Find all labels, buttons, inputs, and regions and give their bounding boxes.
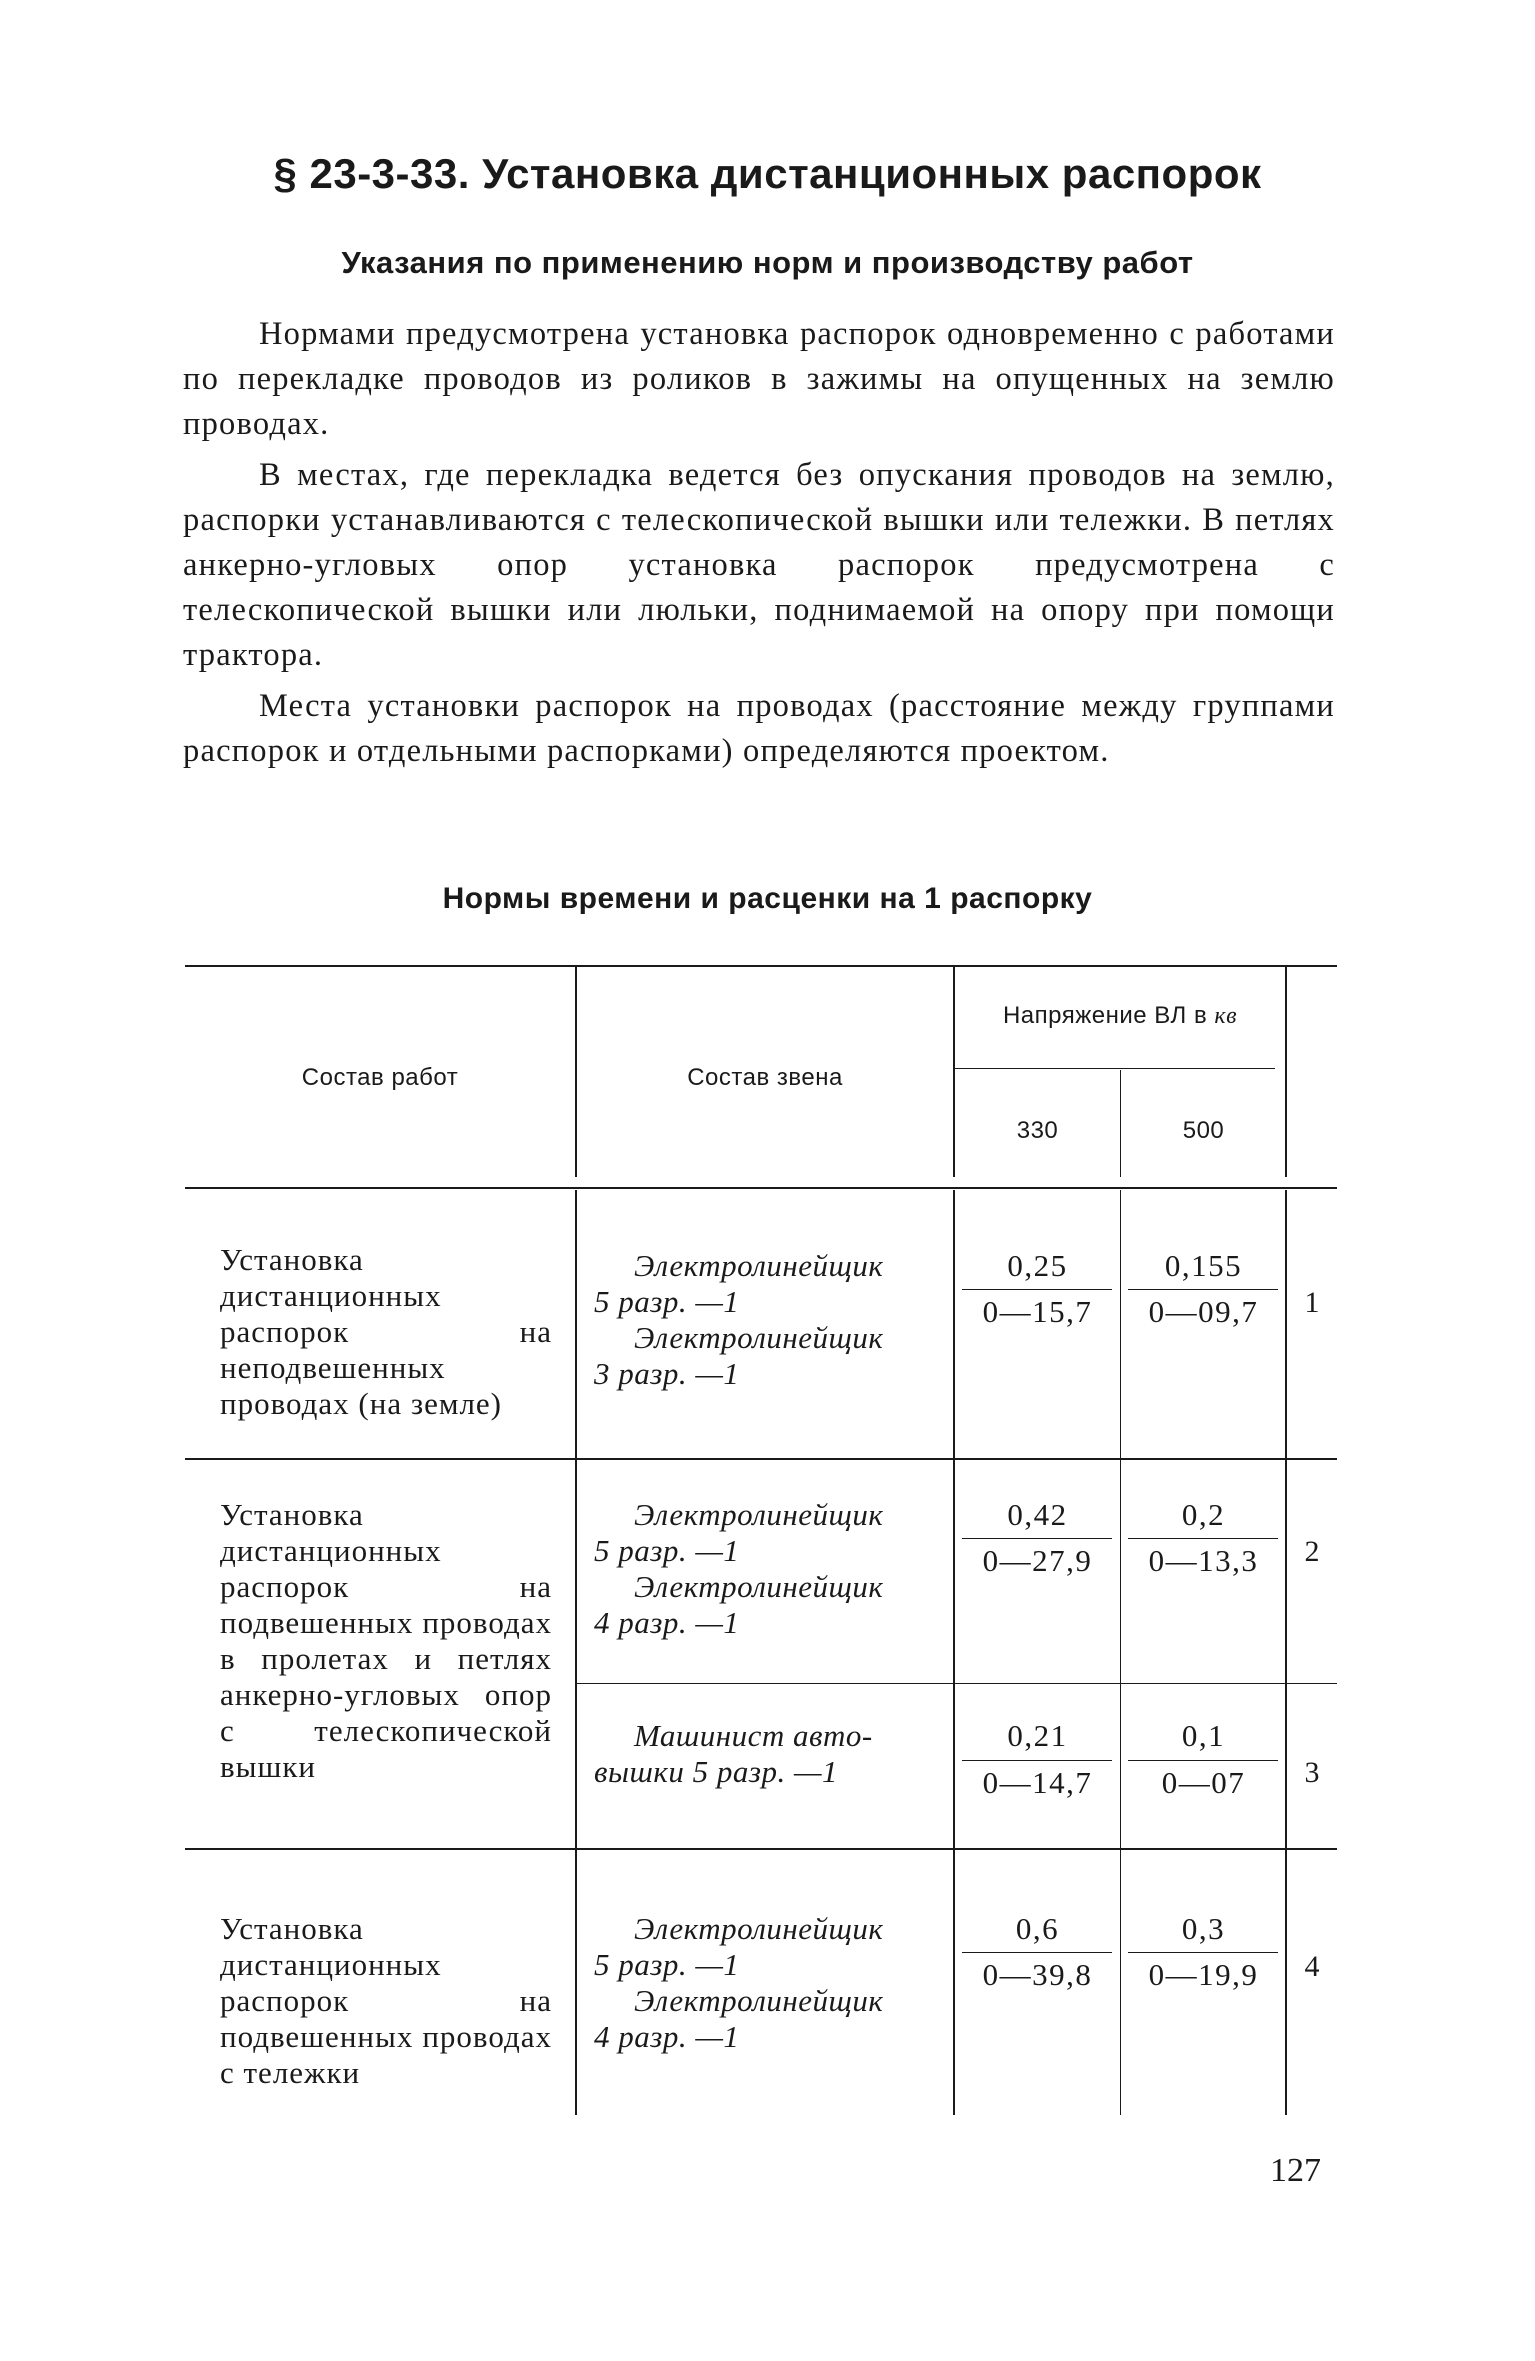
row3-330-fraction-line xyxy=(962,1760,1112,1761)
voltage-header-rule xyxy=(955,1068,1275,1069)
row1-crew-prof-2: Электролинейщик xyxy=(634,1320,884,1355)
header-work: Состав работ xyxy=(301,1064,459,1091)
row1-work: Установка дистанционных распорок на неподвешенных проводах (на земле) xyxy=(220,1242,552,1421)
table-top-rule xyxy=(185,965,1337,967)
row4-crew-grade-1: 5 разр. —1 xyxy=(594,1947,740,1982)
body-divider-1 xyxy=(575,1190,577,2115)
header-bottom-rule xyxy=(185,1187,1337,1189)
row2-500-norm: 0,2 xyxy=(1181,1497,1226,1532)
body-divider-4 xyxy=(1285,1190,1287,2115)
row2-crew xyxy=(594,1497,938,1641)
row2-500-rate: 0—13,3 xyxy=(1148,1543,1259,1578)
row2-work: Установка дистанционных распорок на подвешенных проводах в пролетах и петлях анкерно-угловых опор с телескопической вышки xyxy=(220,1497,552,1784)
row2-330-rate: 0—27,9 xyxy=(982,1543,1093,1578)
row4-crew-prof-1: Электролинейщик xyxy=(634,1911,884,1946)
row3-330-norm: 0,21 xyxy=(1007,1718,1068,1753)
row4-work: Установка дистанционных распорок на подвешенных проводах с тележки xyxy=(220,1911,552,2090)
row2-number: 2 xyxy=(1304,1535,1320,1568)
row1-crew xyxy=(594,1248,938,1392)
paragraph-2: В местах, где перекладка ведется без опускания проводов на землю, распорки устанавливаются с телескопической вышки или тележки. В петлях анкерно-угловых опор установка распорок предусмотрена с телескопической вышки или люльки, поднимаемой на опору при помощи трактора. xyxy=(183,457,1335,673)
row4-crew-prof-2: Электролинейщик xyxy=(634,1983,884,2018)
row1-330-rate: 0—15,7 xyxy=(982,1294,1093,1329)
header-divider-3 xyxy=(1120,1070,1121,1177)
header-voltage-unit: кв xyxy=(1214,1003,1238,1029)
row3-500-fraction-line xyxy=(1128,1760,1278,1761)
row3-crew-grade-1: вышки 5 разр. —1 xyxy=(594,1754,839,1789)
row3-bottom-rule xyxy=(185,1848,1337,1850)
row4-500-norm: 0,3 xyxy=(1181,1911,1226,1946)
row1-500-norm: 0,155 xyxy=(1164,1248,1243,1283)
header-divider-4 xyxy=(1285,967,1287,1177)
header-voltage xyxy=(955,1002,1285,1030)
row2-crew-prof-1: Электролинейщик xyxy=(634,1497,884,1532)
row2-crew-prof-2: Электролинейщик xyxy=(634,1569,884,1604)
header-crew: Состав звена xyxy=(687,1064,843,1091)
header-330: 330 xyxy=(1016,1117,1059,1144)
header-divider-2 xyxy=(953,967,955,1177)
row2-crew-grade-2: 4 разр. —1 xyxy=(594,1605,740,1640)
paragraph-3: Места установки распорок на проводах (расстояние между группами распорок и отдельными распорками) определяются проектом. xyxy=(183,688,1335,769)
body-divider-3 xyxy=(1120,1190,1121,2115)
row4-number: 4 xyxy=(1304,1950,1320,1983)
row1-500-rate: 0—09,7 xyxy=(1148,1294,1259,1329)
row4-330-norm: 0,6 xyxy=(1015,1911,1060,1946)
row1-330-fraction-line xyxy=(962,1289,1112,1290)
row4-500-rate: 0—19,9 xyxy=(1148,1957,1259,1992)
row4-crew xyxy=(594,1911,938,2055)
row2-bottom-rule xyxy=(575,1683,1337,1684)
row1-500-fraction-line xyxy=(1128,1289,1278,1290)
row3-crew xyxy=(594,1718,938,1790)
row4-330-fraction-line xyxy=(962,1952,1112,1953)
header-500: 500 xyxy=(1182,1117,1225,1144)
row3-crew-prof-1: Машинист авто- xyxy=(634,1718,873,1753)
row4-330-rate: 0—39,8 xyxy=(982,1957,1093,1992)
row2-crew-grade-1: 5 разр. —1 xyxy=(594,1533,740,1568)
row3-330-rate: 0—14,7 xyxy=(982,1765,1093,1800)
row3-number: 3 xyxy=(1304,1756,1320,1789)
row1-crew-grade-1: 5 разр. —1 xyxy=(594,1284,740,1319)
row2-330-fraction-line xyxy=(962,1538,1112,1539)
row4-500-fraction-line xyxy=(1128,1952,1278,1953)
instructions-text xyxy=(183,312,1335,780)
row1-bottom-rule xyxy=(185,1458,1337,1460)
section-title: § 23-3-33. Установка дистанционных распорок xyxy=(273,150,1262,197)
row3-500-rate: 0—07 xyxy=(1161,1765,1246,1800)
section-subtitle: Указания по применению норм и производству работ xyxy=(341,245,1194,280)
row1-crew-grade-2: 3 разр. —1 xyxy=(594,1356,740,1391)
row3-500-norm: 0,1 xyxy=(1181,1718,1226,1753)
header-voltage-label: Напряжение ВЛ в xyxy=(1002,1002,1215,1029)
row2-330-norm: 0,42 xyxy=(1007,1497,1068,1532)
row1-crew-prof-1: Электролинейщик xyxy=(634,1248,884,1283)
row1-330-norm: 0,25 xyxy=(1007,1248,1068,1283)
row4-crew-grade-2: 4 разр. —1 xyxy=(594,2019,740,2054)
page-number: 127 xyxy=(1270,2152,1321,2189)
row1-number: 1 xyxy=(1304,1286,1320,1319)
paragraph-1: Нормами предусмотрена установка распорок одновременно с работами по перекладке проводов из роликов в зажимы на опущенных на землю проводах. xyxy=(183,316,1335,442)
table-caption: Нормы времени и расценки на 1 распорку xyxy=(442,882,1093,915)
row2-500-fraction-line xyxy=(1128,1538,1278,1539)
